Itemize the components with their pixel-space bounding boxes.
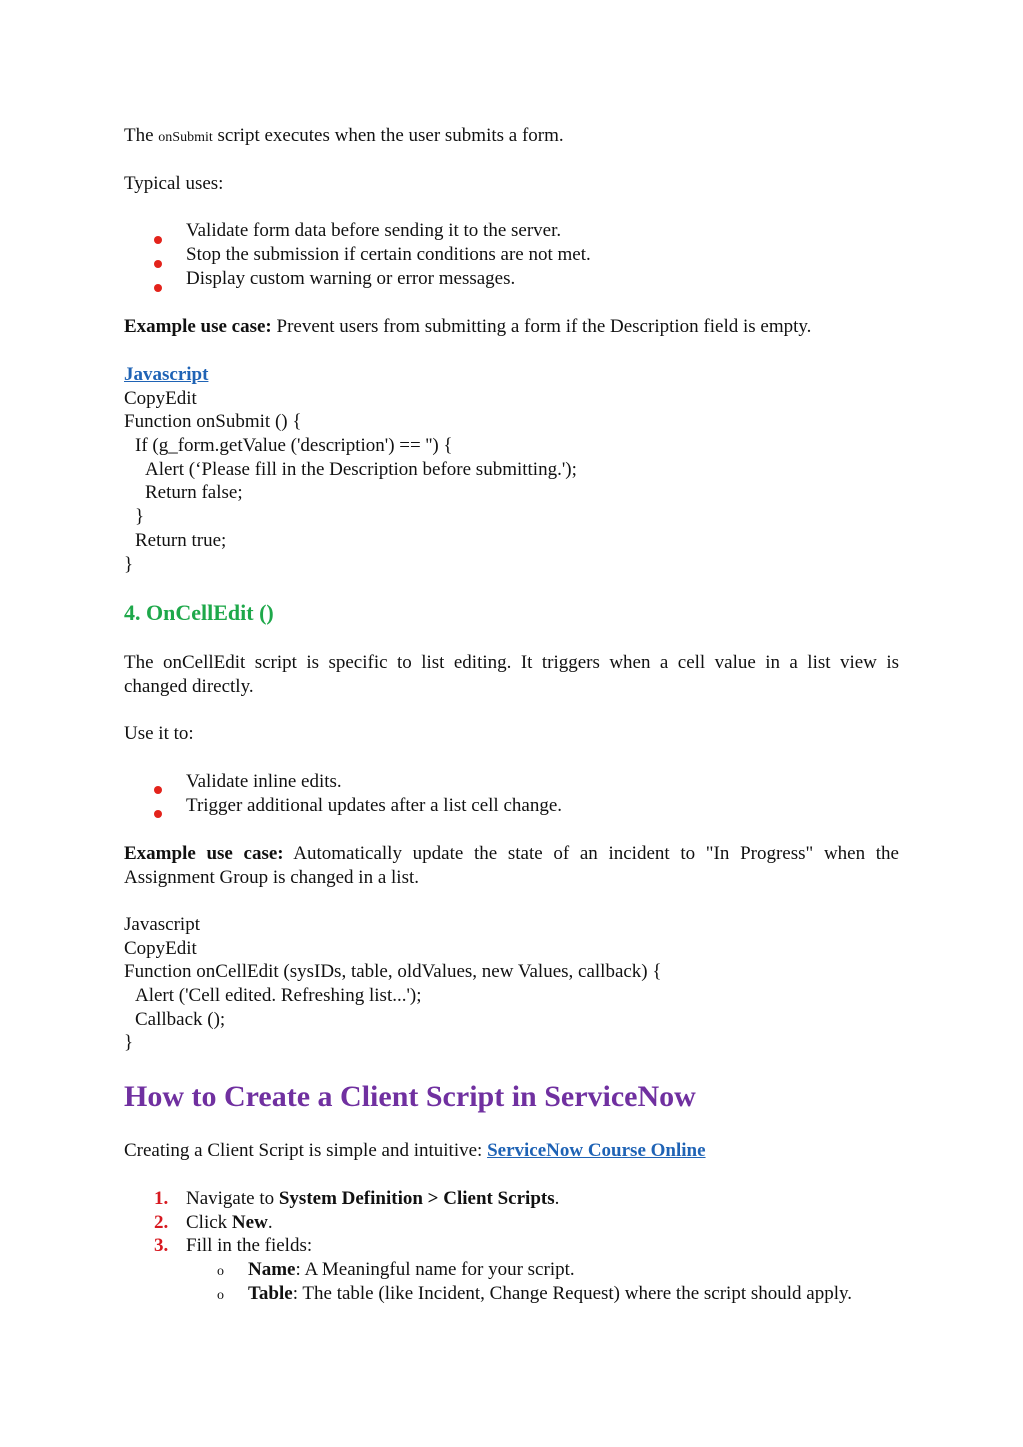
bullet-icon [154,284,162,292]
step-bold: New [231,1212,268,1233]
code-line: Alert ('Cell edited. Refreshing list...'); [135,985,422,1006]
step-number: 3. [154,1235,169,1256]
use-it-to-label: Use it to: [124,723,194,744]
step-text [186,1234,312,1258]
oncelledit-paragraph-line: changed directly. [124,676,254,697]
example-label: Example use case: [124,316,272,337]
step-pre: Click [186,1212,232,1233]
code-line: Return true; [135,530,227,551]
list-item: Trigger additional updates after a list cell change. [186,795,563,816]
example-text: Prevent users from submitting a form if the Description field is empty. [271,316,812,337]
code-line: If (g_form.getValue ('description') == '') { [135,435,453,456]
example-use-case [124,315,811,339]
bullet-icon [154,236,162,244]
code-line: Alert (‘Please fill in the Description before submitting.'); [145,459,577,480]
intro-code: onSubmit [158,130,213,145]
section-heading-how-to: How to Create a Client Script in ServiceNow [124,1080,696,1113]
intro-post: script executes when the user submits a form. [212,125,564,146]
field-name: Name [248,1259,296,1280]
example-text: Automatically update the state of an incident to "In Progress" when the [283,843,899,864]
example-text-line: Assignment Group is changed in a list. [124,867,419,888]
step-post: . [267,1212,273,1233]
list-item: Display custom warning or error messages. [186,268,516,289]
typical-uses-label: Typical uses: [124,173,224,194]
list-item: Validate inline edits. [186,771,342,792]
code-line: Function onCellEdit (sysIDs, table, oldValues, new Values, callback) { [124,961,662,982]
code-line: } [124,554,134,575]
list-item: Validate form data before sending it to the server. [186,220,562,241]
circle-bullet-icon: o [217,1288,224,1303]
code-line: Function onSubmit () { [124,411,302,432]
code-line: Return false; [145,482,243,503]
step-number: 1. [154,1188,169,1209]
field-item [248,1258,575,1282]
how-to-intro-text: Creating a Client Script is simple and intuitive: [124,1140,488,1161]
code-line: Callback (); [135,1009,226,1030]
step-text [186,1187,559,1211]
field-name: Table [248,1283,293,1304]
bullet-icon [154,810,162,818]
javascript-link[interactable]: Javascript [124,364,209,385]
step-post: . [554,1188,560,1209]
circle-bullet-icon: o [217,1264,224,1279]
intro-pre: The [124,125,159,146]
example-label: Example use case: [124,843,284,864]
step-pre: Fill in the fields: [186,1235,313,1256]
section-heading-oncelledit: 4. OnCellEdit () [124,600,274,625]
field-desc: : A Meaningful name for your script. [295,1259,575,1280]
field-item [248,1282,852,1306]
code-line: } [124,1032,134,1053]
onsubmit-intro [124,124,564,150]
javascript-label: Javascript [124,914,200,935]
how-to-intro [124,1139,706,1163]
list-item: Stop the submission if certain conditions are not met. [186,244,591,265]
copy-edit-label: CopyEdit [124,388,197,409]
field-desc: : The table (like Incident, Change Request) where the script should apply. [292,1283,853,1304]
bullet-icon [154,260,162,268]
oncelledit-paragraph-line: The onCellEdit script is specific to list editing. It triggers when a cell value in a list view is [124,652,899,673]
step-text [186,1211,273,1235]
servicenow-course-link[interactable]: ServiceNow Course Online [487,1140,706,1161]
code-line: } [135,506,145,527]
step-bold: System Definition > Client Scripts [278,1188,555,1209]
bullet-icon [154,786,162,794]
example-use-case-2 [124,842,899,866]
step-pre: Navigate to [186,1188,279,1209]
step-number: 2. [154,1212,169,1233]
copy-edit-label: CopyEdit [124,938,197,959]
